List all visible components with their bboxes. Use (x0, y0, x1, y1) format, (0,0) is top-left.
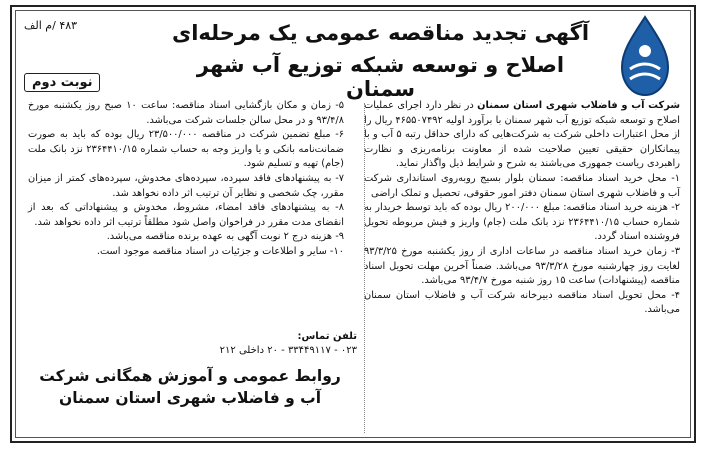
round-badge: نوبت دوم (24, 73, 100, 92)
intro-text: در نظر دارد اجرای عملیات اصلاح و توسعه شبکه توزیع آب شهر سمنان با برآورد اولیه ۴۶۵۵۰۷۴۹۲ ریال را از محل اعتبارات داخلی شرکت به شرکت‌هایی که دارای حداقل رتبه ۵ آب و با پیمانکاران حقیقی تعیین صلاحیت شده از معاونت برنامه‌ریزی و نظارت راهبردی ریاست جمهوری می‌باشند به شرح و شرایط ذیل واگذار نماید. (364, 100, 680, 170)
signature-line-2: آب و فاضلاب شهری استان سمنان (58, 389, 322, 407)
condition-item-8: ۸- به پیشنهادهای فاقد امضاء، مشروط، مخدوش و پیشنهاداتی که بعد از انقضای مدت مقرر در فراخوان واصل شود مطلقاً ترتیب اثر داده نخواهد شد. (28, 202, 344, 228)
headline-line-2: اصلاح و توسعه شبکه توزیع آب شهر سمنان (196, 53, 565, 101)
condition-item-10: ۱۰- سایر و اطلاعات و جزئیات در اسناد مناقصه موجود است. (96, 245, 344, 257)
tender-notice (10, 5, 696, 443)
right-column (364, 99, 680, 318)
phone-value: ۰۲۳ - ۳۳۴۴۹۱۱۷ - ۲۰ داخلی ۲۱۲ (219, 345, 357, 356)
headline-line-1: آگهی تجدید مناقصه عمومی یک مرحله‌ای (171, 21, 590, 45)
condition-item-6: ۶- مبلغ تضمین شرکت در مناقصه ۲۳/۵۰۰/۰۰۰ ریال بوده که باید به صورت ضمانت‌نامه بانکی و یا واریز وجه به حساب شماره ۲۳۶۴۴۱۰/۱۵ نزد بانک ملت (جام) تهیه و تسلیم شود. (28, 129, 345, 170)
condition-item-5: ۵- زمان و مکان بازگشایی اسناد مناقصه: ساعت ۱۰ صبح روز یکشنبه مورخ ۹۳/۴/۸ و در محل سالن جلسات شرکت می‌باشد. (28, 100, 344, 126)
phone-title: تلفن تماس: (297, 331, 357, 342)
condition-item-3: ۳- زمان خرید اسناد مناقصه در ساعات اداری از روز یکشنبه مورخ ۹۳/۳/۲۵ لغایت روز چهارشنبه مورخ ۹۳/۳/۲۸ می‌باشد. ضمناً آخرین مهلت تحویل اسناد مناقصه (پیشنهادات) ساعت ۱۵ روز شنبه مورخ ۹۳/۴/۷ می‌باشد. (364, 245, 681, 287)
signature-line-1: روابط عمومی و آموزش همگانی شرکت (39, 367, 341, 385)
reference-number: ۴۸۳ /م الف (24, 19, 78, 32)
water-company-logo-icon (610, 13, 680, 103)
condition-item-4: ۴- محل تحویل اسناد مناقصه دبیرخانه شرکت آب و فاضلاب استان سمنان می‌باشد. (364, 289, 680, 316)
column-divider (364, 103, 365, 433)
intro-company-name: شرکت آب و فاضلاب شهری استان سمنان (477, 100, 680, 111)
intro-paragraph (364, 99, 680, 172)
condition-item-7: ۷- به پیشنهادهای فاقد سپرده، سپرده‌های مخدوش، سپرده‌های کمتر از میزان مقرر، چک شخصی و نظایر آن ترتیب اثر داده نخواهد شد. (28, 172, 344, 199)
left-column (28, 99, 344, 260)
condition-item-1: ۱- محل خرید اسناد مناقصه: سمنان بلوار بسیج روبه‌روی استانداری شرکت آب و فاضلاب شهری استان سمنان دفتر امور حقوقی، تحصیل و تملک اراضی (364, 172, 680, 199)
condition-item-9: ۹- هزینه درج ۲ نوبت آگهی به عهده برنده مناقصه می‌باشد. (106, 231, 344, 243)
contact-phone (212, 330, 357, 358)
issuer-signature (30, 365, 350, 409)
condition-item-2: ۲- هزینه خرید اسناد مناقصه: مبلغ ۲۰۰/۰۰۰ ریال بوده که باید توسط خریدار به شماره حساب ۲۳۶۴۴۱۰/۱۵ نزد بانک ملت (جام) واریز و فیش مربوطه تحویل فروشنده اسناد گردد. (364, 202, 681, 243)
